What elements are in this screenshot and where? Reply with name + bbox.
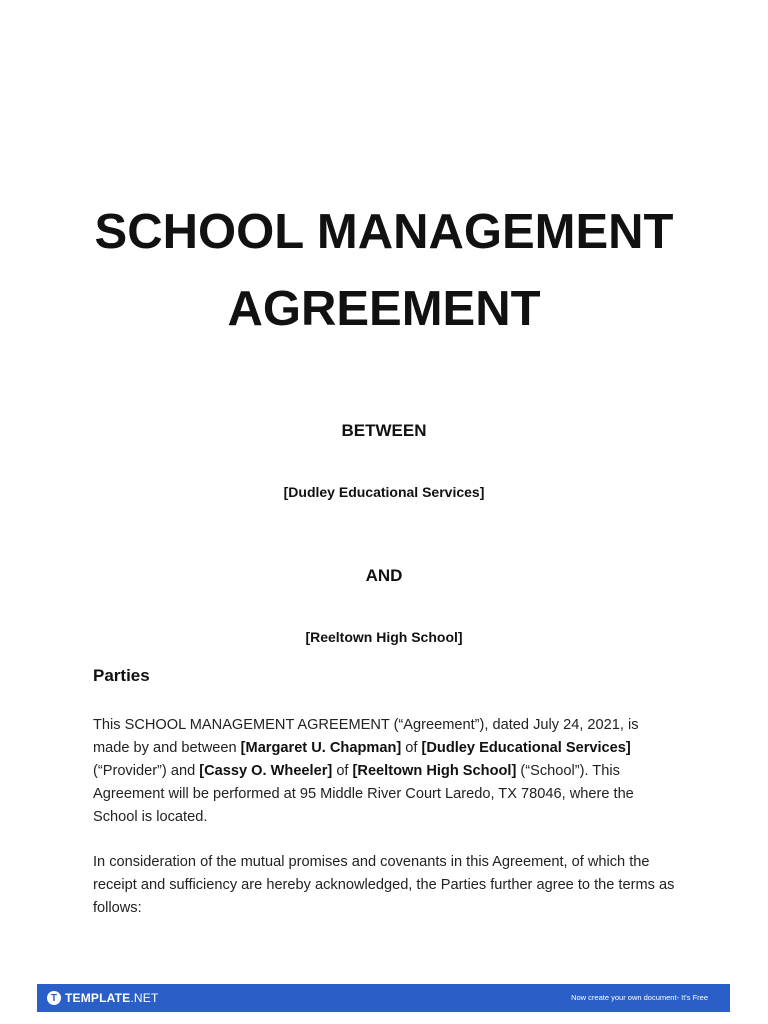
brand-suffix: .NET xyxy=(130,991,159,1005)
p1-school-rep: [Cassy O. Wheeler] xyxy=(199,763,333,779)
template-net-logo[interactable] xyxy=(47,984,159,1012)
party-two-name: [Reeltown High School] xyxy=(305,629,463,645)
p1-text-4: of xyxy=(332,763,353,779)
p1-text-1: This SCHOOL MANAGEMENT AGREEMENT (“Agreement”), dated July 24, 2021, is made by and between xyxy=(93,717,639,756)
p1-provider-rep: [Margaret U. Chapman] xyxy=(240,740,402,756)
parties-paragraph xyxy=(93,714,678,829)
section-heading-parties: Parties xyxy=(93,666,150,685)
and-label: AND xyxy=(365,566,403,585)
template-logo-icon: T xyxy=(47,991,61,1005)
footer-banner[interactable] xyxy=(37,984,730,1012)
document-title-line-2: AGREEMENT xyxy=(227,282,541,336)
footer-tagline-link[interactable]: Now create your own document- It's Free xyxy=(571,993,708,1002)
document-title xyxy=(0,194,768,348)
p1-school-name: [Reeltown High School] xyxy=(352,763,517,779)
p1-text-3: (“Provider”) and xyxy=(93,763,200,779)
consideration-paragraph: In consideration of the mutual promises and covenants in this Agreement, of which the receipt and sufficiency are hereby acknowledged, the Parties further agree to the terms as follows: xyxy=(93,854,675,916)
p1-provider-name: [Dudley Educational Services] xyxy=(421,740,631,756)
brand-name: TEMPLATE xyxy=(65,991,131,1005)
p1-text-2: of xyxy=(401,740,422,756)
document-title-line-1: SCHOOL MANAGEMENT xyxy=(94,205,674,259)
p1-text-5: (“School”). This Agreement will be performed at 95 Middle River Court Laredo, TX 78046, where the School is located. xyxy=(93,763,634,825)
between-label: BETWEEN xyxy=(341,421,427,440)
party-one-name: [Dudley Educational Services] xyxy=(283,484,485,500)
